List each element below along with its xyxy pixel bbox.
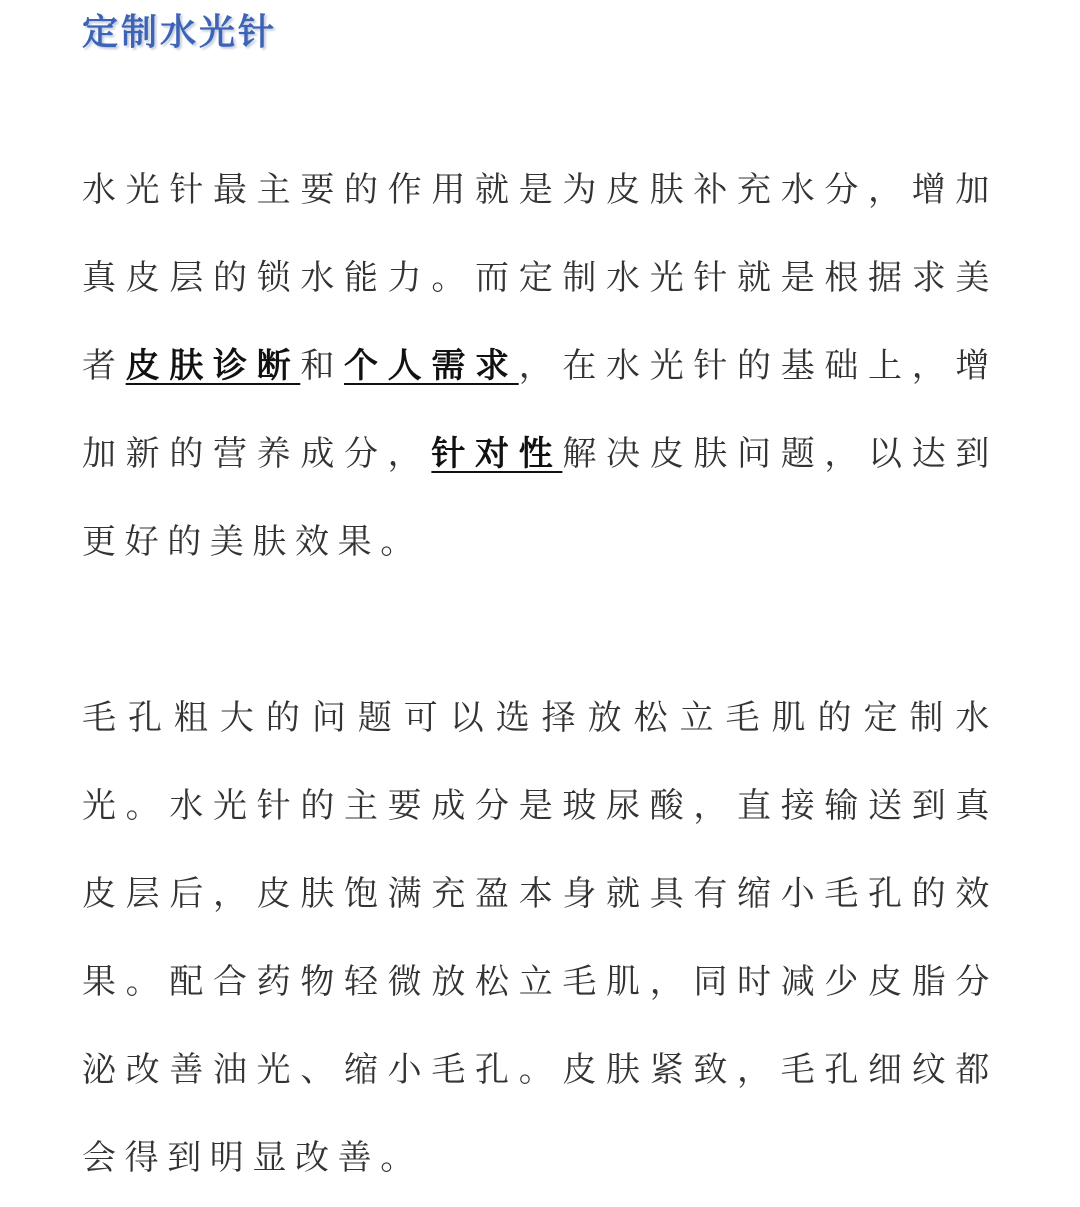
paragraph-pore-treatment: 毛孔粗大的问题可以选择放松立毛肌的定制水光。水光针的主要成分是玻尿酸，直接输送到真皮层后，皮肤饱满充盈本身就具有缩小毛孔的效果。配合药物轻微放松立毛肌，同时减少皮脂分泌改善油光、缩小毛孔。皮肤紧致，毛孔细纹都会得到明显改善。 bbox=[82, 698, 998, 1178]
emphasis-skin-diagnosis: 皮肤诊断 bbox=[125, 346, 301, 386]
paragraph-text: 解决皮肤问题，以达到更好的美肤效果。 bbox=[82, 434, 998, 562]
emphasis-personal-needs: 个人需求 bbox=[344, 346, 519, 386]
paragraph-text: 和 bbox=[300, 346, 345, 386]
paragraph-customized-hydrating-injection bbox=[82, 146, 998, 586]
paragraph-text: 水光针最主要的作用就是为皮肤补充水分，增加真皮层的锁水能力。而定制水光针就是根据求美者 bbox=[82, 170, 998, 386]
emphasis-targeted: 针对性 bbox=[431, 434, 563, 474]
paragraph-text: ，在水光针的基础上，增加新的营养成分， bbox=[82, 346, 998, 474]
section-heading: 定制水光针 bbox=[82, 12, 278, 53]
